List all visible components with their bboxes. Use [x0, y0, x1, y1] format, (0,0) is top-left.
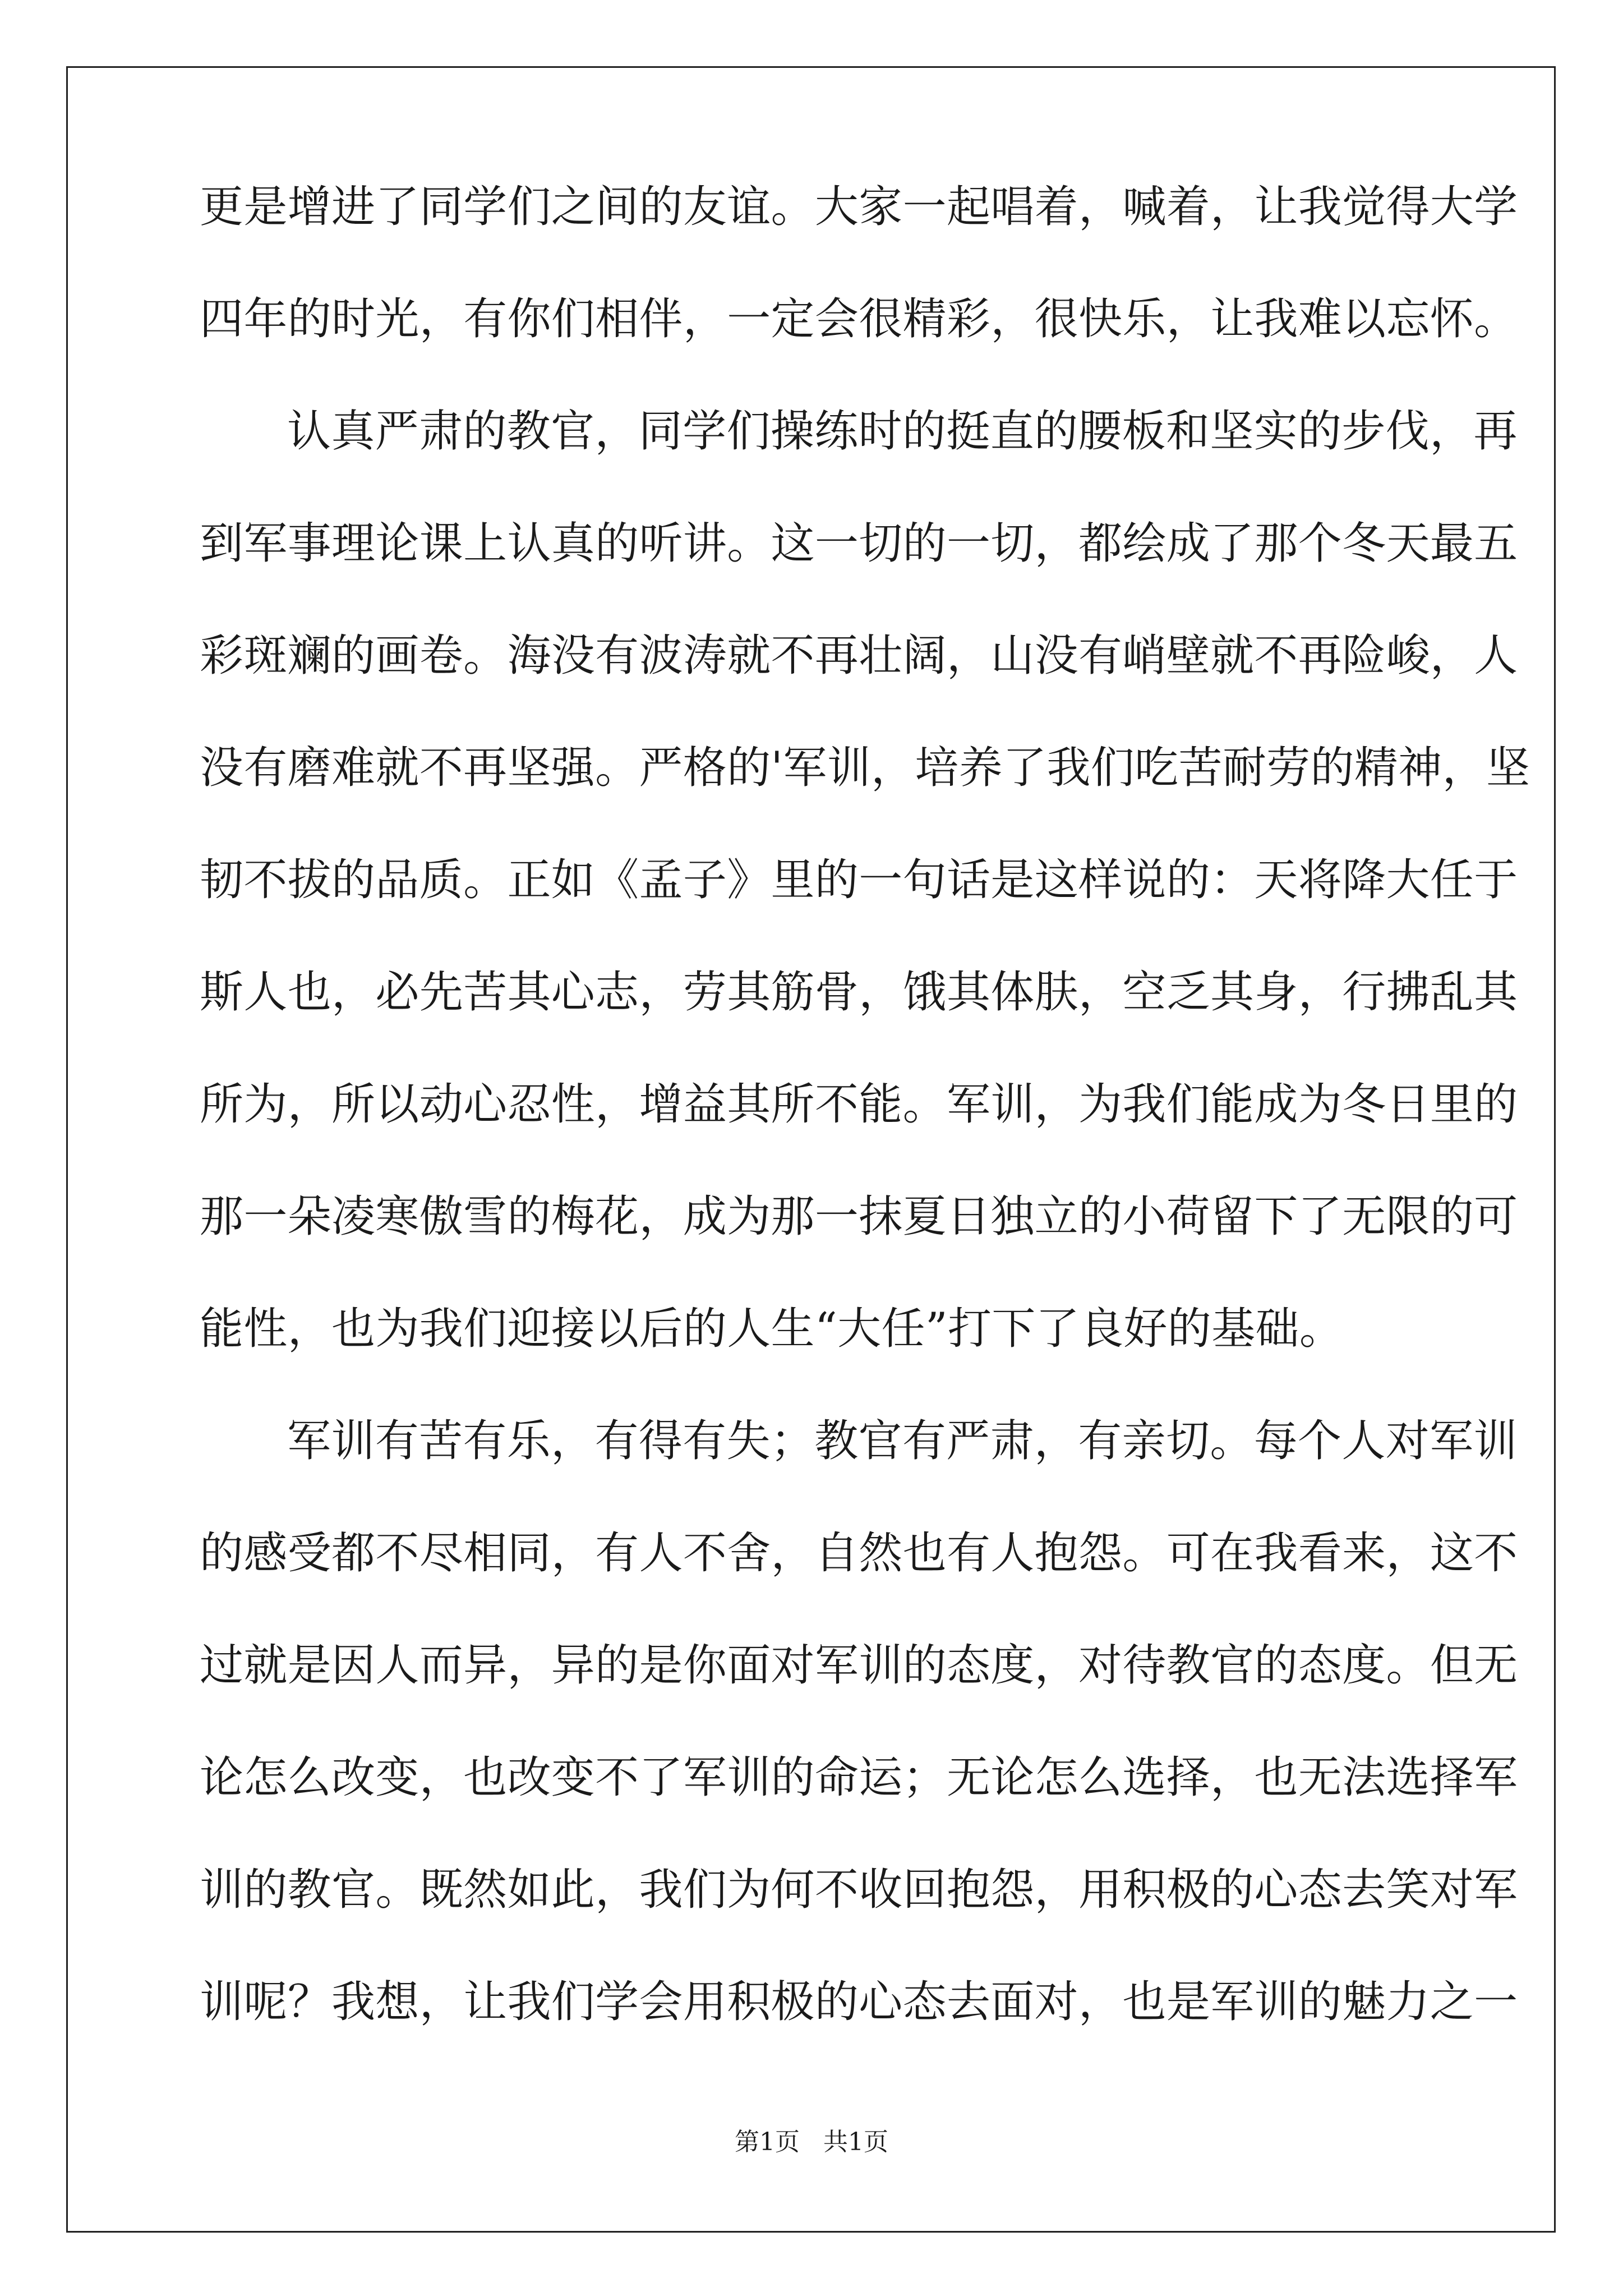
text-line: 的感受都不尽相同，有人不舍，自然也有人抱怨。可在我看来，这不 — [200, 1528, 1518, 1579]
text-line: 斯人也，必先苦其心志，劳其筋骨，饿其体肤，空乏其身，行拂乱其 — [200, 967, 1518, 1018]
text-line: 能性，也为我们迎接以后的人生“大任”打下了良好的基础。 — [200, 1304, 1344, 1354]
text-line: 韧不拔的品质。正如《孟子》里的一句话是这样说的：天将降大任于 — [200, 855, 1518, 905]
text-line: 到军事理论课上认真的听讲。这一切的一切，都绘成了那个冬天最五 — [200, 518, 1518, 569]
text-line: 彩斑斓的画卷。海没有波涛就不再壮阔，山没有峭壁就不再险峻，人 — [200, 631, 1518, 681]
text-line: 过就是因人而异，异的是你面对军训的态度，对待教官的态度。但无 — [200, 1640, 1518, 1691]
paragraph-start-line: 军训有苦有乐，有得有失；教官有严肃，有亲切。每个人对军训 — [287, 1416, 1518, 1466]
text-line: 训的教官。既然如此，我们为何不收回抱怨，用积极的心态去笑对军 — [200, 1865, 1518, 1915]
paragraph-start-line: 认真严肃的教官，同学们操练时的挺直的腰板和坚实的步伐，再 — [287, 406, 1518, 457]
text-line: 论怎么改变，也改变不了军训的命运；无论怎么选择，也无法选择军 — [200, 1752, 1518, 1803]
page-footer: 第1页 共1页 — [735, 2128, 888, 2156]
text-line: 没有磨难就不再坚强。严格的'军训，培养了我们吃苦耐劳的精神，坚 — [200, 743, 1530, 793]
document-body — [200, 182, 1530, 2092]
text-line: 训呢？我想，让我们学会用积极的心态去面对，也是军训的魅力之一 — [200, 1977, 1518, 2027]
text-line: 所为，所以动心忍性，增益其所不能。军训，为我们能成为冬日里的 — [200, 1079, 1518, 1130]
text-line: 更是增进了同学们之间的友谊。大家一起唱着，喊着，让我觉得大学 — [200, 182, 1518, 232]
text-line: 四年的时光，有你们相伴，一定会很精彩，很快乐，让我难以忘怀。 — [200, 294, 1518, 344]
text-line: 那一朵凌寒傲雪的梅花，成为那一抹夏日独立的小荷留下了无限的可 — [200, 1191, 1518, 1242]
